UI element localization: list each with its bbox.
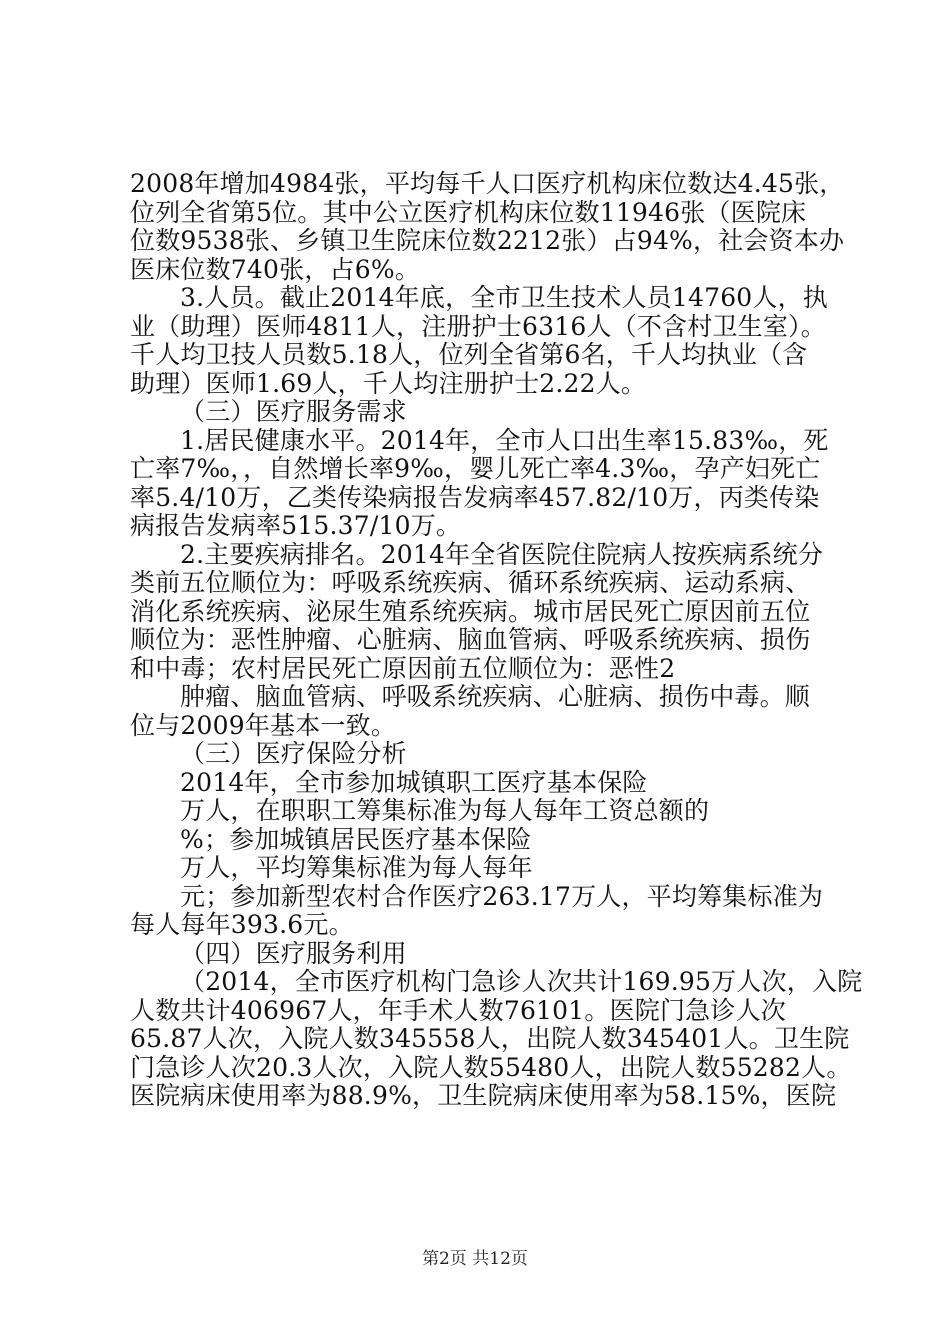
text-line: 类前五位顺位为：呼吸系统疾病、循环系统疾病、运动系病、: [130, 568, 811, 597]
text-line: 助理）医师1.69人，千人均注册护士2.22人。: [130, 368, 647, 398]
text-line: 病报告发病率515.37/10万。: [130, 511, 462, 540]
text-line: 人数共计406967人，年手术人数76101。医院门急诊人次: [130, 995, 786, 1025]
text-line: %；参加城镇居民医疗基本保险: [180, 824, 532, 854]
section-heading: （三）医疗服务需求: [180, 397, 407, 426]
text-line: 万人，在职职工筹集标准为每人每年工资总额的: [180, 796, 710, 825]
text-line: 千人均卫技人员数5.18人，位列全省第6名，千人均执业（含: [130, 340, 808, 369]
text-line: 3.人员。截止2014年底，全市卫生技术人员14760人，执: [180, 283, 829, 312]
text-line: 每人每年393.6元。: [130, 910, 354, 939]
page-footer: [0, 1244, 950, 1269]
page-number: 第2页 共12页: [422, 1249, 528, 1269]
text-line: 门急诊人次20.3人次，入院人数55480人，出院人数55282人。: [130, 1052, 852, 1082]
text-line: 2.主要疾病排名。2014年全省医院住院病人按疾病系统分: [180, 539, 824, 569]
text-line: 2014年，全市参加城镇职工医疗基本保险: [180, 767, 648, 797]
section-heading: （三）医疗保险分析: [180, 739, 407, 768]
section-heading: （四）医疗服务利用: [180, 938, 407, 968]
text-line: 65.87人次，入院人数345558人，出院人数345401人。卫生院: [130, 1024, 850, 1053]
text-line: 元；参加新型农村合作医疗263.17万人，平均筹集标准为: [180, 881, 824, 911]
text-line: 消化系统疾病、泌尿生殖系统疾病。城市居民死亡原因前五位: [130, 596, 811, 626]
text-line: 和中毒；农村居民死亡原因前五位顺位为：恶性2: [130, 653, 676, 683]
text-line: 业（助理）医师4811人，注册护士6316人（不含村卫生室）。: [130, 311, 826, 341]
text-line: 顺位为：恶性肿瘤、心脏病、脑血管病、呼吸系统疾病、损伤: [130, 625, 811, 654]
text-line: 位数9538张、乡镇卫生院床位数2212张）占94%，社会资本办: [130, 226, 845, 255]
text-line: 1.居民健康水平。2014年，全市人口出生率15.83‰，死: [180, 425, 829, 455]
text-line: 万人，平均筹集标准为每人每年: [180, 853, 533, 882]
text-line: 位列全省第5位。其中公立医疗机构床位数11946张（医院床: [130, 197, 807, 227]
text-line: 医床位数740张，占6%。: [130, 254, 420, 284]
document-body: [130, 169, 863, 1111]
text-line: 位与2009年基本一致。: [130, 710, 397, 740]
text-line: 2008年增加4984张，平均每千人口医疗机构床位数达4.45张，: [130, 169, 845, 198]
text-line: （2014，全市医疗机构门急诊人次共计169.95万人次，入院: [180, 967, 863, 996]
text-line: 医院病床使用率为88.9%，卫生院病床使用率为58.15%，医院: [130, 1081, 837, 1110]
text-line: 率5.4/10万，乙类传染病报告发病率457.82/10万，丙类传染: [130, 482, 820, 512]
text-line: 亡率7‰，，自然增长率9‰，婴儿死亡率4.3‰，孕产妇死亡: [130, 454, 821, 483]
text-line: 肿瘤、脑血管病、呼吸系统疾病、心脏病、损伤中毒。顺: [180, 682, 811, 711]
